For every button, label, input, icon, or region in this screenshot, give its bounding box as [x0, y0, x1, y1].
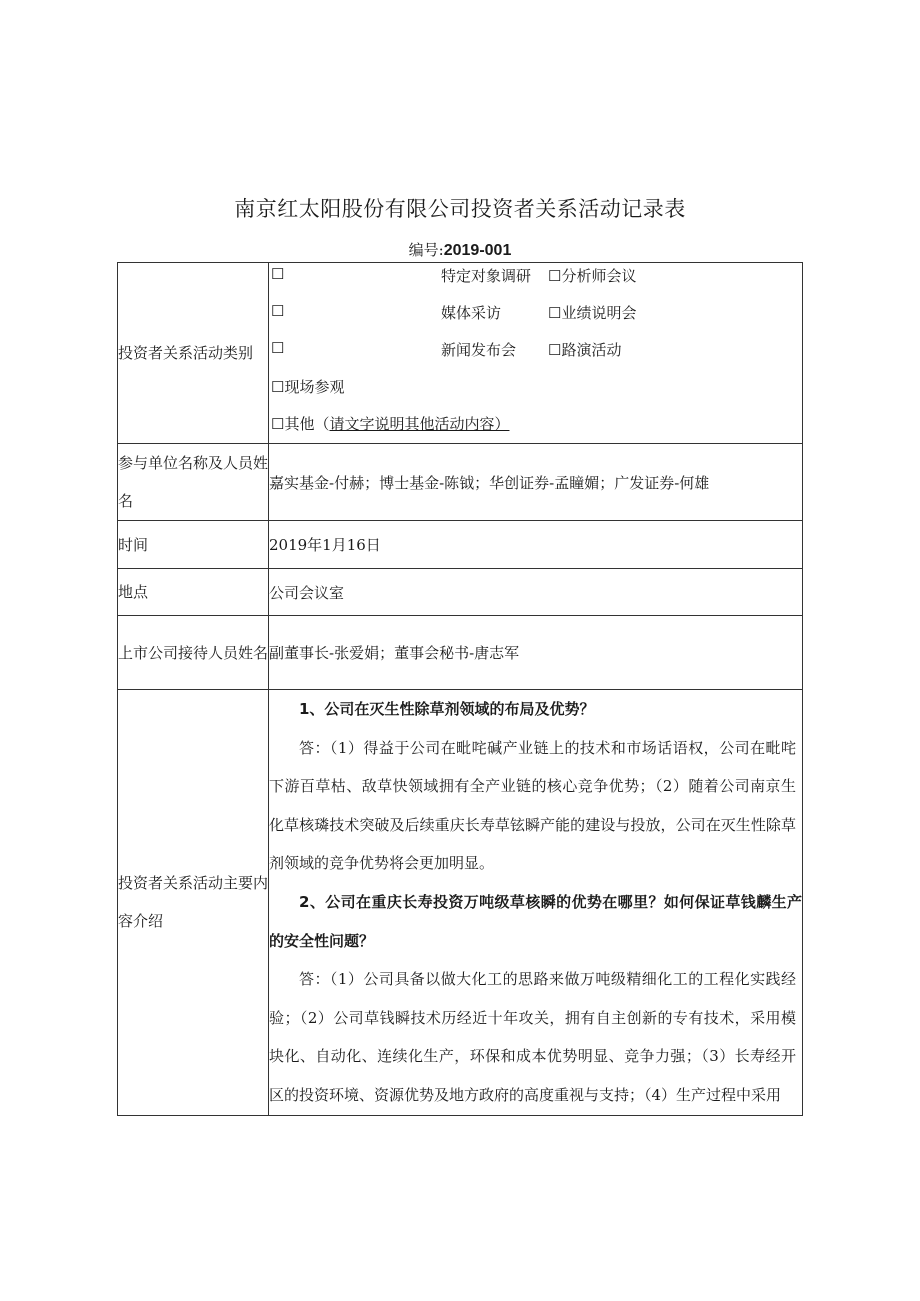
checkbox-icon[interactable]: ☐ — [271, 339, 285, 357]
document-number-label: 编号: — [408, 241, 444, 259]
option-earnings-briefing[interactable]: ☐业绩说明会 — [548, 304, 637, 322]
question-2: 2、公司在重庆长寿投资万吨级草核瞬的优势在哪里？如何保证草钱麟生产的安全性问题？ — [269, 892, 802, 950]
activity-type-label: 投资者关系活动类别 — [118, 263, 269, 444]
record-table — [117, 262, 803, 1116]
participants-label: 参与单位名称及人员姓名 — [118, 444, 269, 521]
document-number-value: 2019-001 — [443, 242, 512, 259]
checkbox-icon[interactable]: ☐ — [271, 265, 285, 283]
option-media-interview: 媒体采访 — [441, 304, 502, 322]
reception-label: 上市公司接待人员姓名 — [118, 616, 269, 690]
time-label: 时间 — [118, 521, 269, 569]
document-title: 南京红太阳股份有限公司投资者关系活动记录表 — [234, 197, 686, 221]
option-other-hint: 请文字说明其他活动内容） — [329, 415, 510, 433]
content-label: 投资者关系活动主要内容介绍 — [118, 690, 269, 1116]
option-specific-research: 特定对象调研 — [441, 267, 532, 285]
option-other-label: ☐其他（ — [271, 415, 330, 433]
content-body — [269, 690, 803, 1116]
row-participants — [118, 444, 803, 521]
row-time — [118, 521, 803, 569]
question-1: 1、公司在灭生性除草剂领域的布局及优势？ — [299, 700, 595, 718]
activity-type-options — [269, 263, 803, 444]
reception-value: 副董事长-张爱娟；董事会秘书-唐志军 — [269, 616, 803, 690]
document-number — [0, 239, 920, 260]
option-other[interactable] — [271, 413, 509, 434]
row-reception — [118, 616, 803, 690]
answer-1: 答：（1）得益于公司在毗咤碱产业链上的技术和市场话语权，公司在毗咤下游百草枯、敌草快领域拥有全产业链的核心竞争优势；（2）随着公司南京生化草核璘技术突破及后续重庆长寿草铉瞬产能的建设与投放，公司在灭生性除草剂领域的竞争优势将会更加明显。 — [269, 738, 796, 873]
checkbox-icon[interactable]: ☐ — [271, 302, 285, 320]
row-location — [118, 569, 803, 616]
row-activity-type — [118, 263, 803, 444]
option-roadshow[interactable]: ☐路演活动 — [548, 341, 622, 359]
participants-value: 嘉实基金-付赫；博士基金-陈钺；华创证券-孟瞳媚；广发证券-何雄 — [269, 444, 803, 521]
row-content — [118, 690, 803, 1116]
option-analyst-meeting[interactable]: ☐分析师会议 — [548, 267, 637, 285]
option-press-conference: 新闻发布会 — [441, 341, 517, 359]
location-label: 地点 — [118, 569, 269, 616]
option-site-visit[interactable]: ☐现场参观 — [271, 378, 345, 396]
time-value: 2019年1月16日 — [269, 521, 803, 569]
location-value: 公司会议室 — [269, 569, 803, 616]
answer-2: 答：（1）公司具备以做大化工的思路来做万吨级精细化工的工程化实践经验；（2）公司草钱瞬技术历经近十年攻关，拥有自主创新的专有技术，采用模块化、自动化、连续化生产，环保和成本优势明显、竞争力强；（3）长寿经开区的投资环境、资源优势及地方政府的高度重视与支持；（4）生产过程中采用 — [269, 970, 796, 1104]
